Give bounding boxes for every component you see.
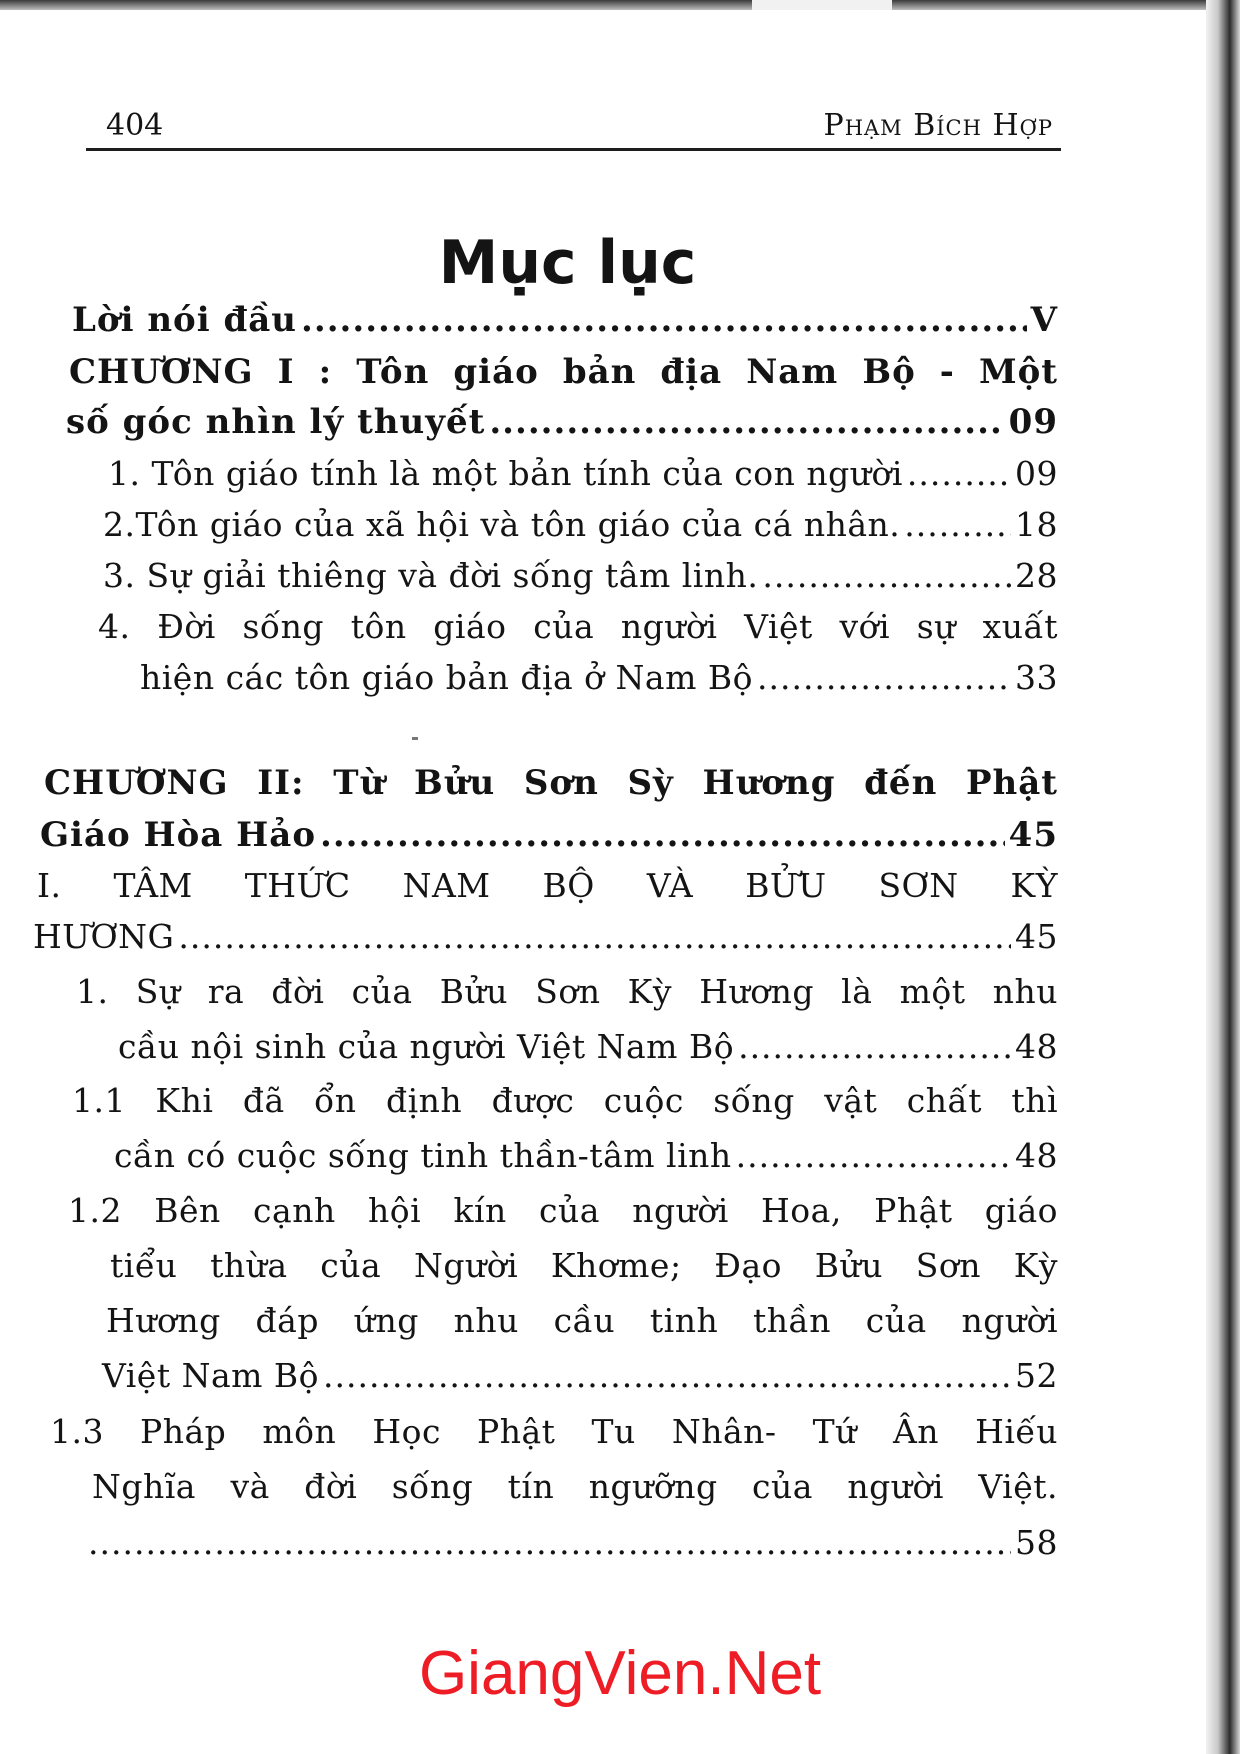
toc-entry-chuong-2 [44,763,1058,815]
toc-entry-text: cầu nội sinh của người Việt Nam Bộ [118,1027,735,1066]
author-name: Phạm Bích Hợp [823,108,1053,143]
toc-entry-text: 4. Đời sống tôn giáo của người Việt với sự xuất [98,607,1058,646]
toc-entry-chuong-2-cont [40,815,1058,867]
toc-leader-dots [757,658,1011,697]
toc-entry-text: 1. Tôn giáo tính là một bản tính của con người [108,454,903,493]
toc-entry-text: Giáo Hòa Hảo [40,815,316,855]
toc-entry-text: 1.2 Bên cạnh hội kín của người Hoa, Phật giáo [68,1191,1058,1230]
toc-entry-s1-1-1 [72,1081,1058,1133]
toc-entry-text: CHƯƠNG II: Từ Bửu Sơn Sỳ Hương đến Phật [44,763,1058,803]
toc-entry-text: Lời nói đầu [72,300,298,340]
toc-page-number: 45 [1008,815,1058,855]
toc-entry-text: CHƯƠNG I : Tôn giáo bản địa Nam Bộ - Một [69,352,1058,392]
toc-entry-1 [108,454,1058,506]
toc-entry-section-1-cont [33,917,1058,969]
toc-page-number: 33 [1015,658,1058,697]
toc-leader-dots [320,815,1005,855]
toc-leader-dots [762,556,1011,595]
toc-entry-s1-1-2-l2 [110,1246,1058,1298]
toc-entry-s1-1-1-cont [114,1136,1058,1188]
toc-entry-text: 1.1 Khi đã ổn định được cuộc sống vật chất thì [72,1081,1058,1120]
toc-leader-dots [178,917,1011,956]
toc-page-number: 58 [1015,1523,1058,1562]
toc-page-number: 18 [1015,505,1058,544]
toc-entry-text: Nghĩa và đời sống tín ngưỡng của người Việt. [92,1467,1058,1506]
watermark-logo: GiangVien.Net [418,1639,822,1708]
toc-entry-s1-1-cont [118,1027,1058,1079]
toc-title: Mục lục [438,228,697,298]
toc-entry-s1-1-3 [50,1412,1058,1464]
toc-leader-dots [736,1136,1011,1175]
toc-entry-text: 1.3 Pháp môn Học Phật Tu Nhân- Tứ Ân Hiếu [50,1412,1058,1451]
toc-leader-dots [907,454,1011,493]
toc-page-number: 52 [1015,1356,1058,1395]
toc-page-number: 45 [1015,917,1058,956]
toc-entry-s1-1 [76,972,1058,1024]
toc-page-number: 28 [1015,556,1058,595]
book-binding-edge [1206,0,1240,1754]
toc-leader-dots [738,1027,1011,1066]
toc-page-number: 09 [1008,402,1058,442]
toc-entry-text: hiện các tôn giáo bản địa ở Nam Bộ [140,658,753,697]
toc-entry-s1-1-2 [68,1191,1058,1243]
toc-entry-text: số góc nhìn lý thuyết [66,402,486,442]
toc-entry-text: 3. Sự giải thiêng và đời sống tâm linh. [103,556,759,595]
toc-entry-s1-1-3-l3 [88,1523,1058,1575]
toc-entry-section-1 [37,866,1058,918]
toc-entry-2 [103,505,1058,557]
toc-page-number: 48 [1015,1027,1058,1066]
toc-entry-loi-noi-dau [72,300,1058,352]
toc-entry-chuong-1 [69,352,1058,404]
toc-page-number: V [1030,300,1058,340]
toc-entry-text: Hương đáp ứng nhu cầu tinh thần của người [106,1301,1058,1340]
toc-entry-text: HƯƠNG [33,917,175,956]
toc-page-number: 09 [1015,454,1058,493]
toc-entry-text: cần có cuộc sống tinh thần-tâm linh [114,1136,732,1175]
toc-entry-4 [98,607,1058,659]
toc-entry-text: tiểu thừa của Người Khơme; Đạo Bửu Sơn Kỳ [110,1246,1058,1285]
toc-page-number: 48 [1015,1136,1058,1175]
toc-entry-s1-1-3-l2 [92,1467,1058,1519]
toc-entry-text: I. TÂM THỨC NAM BỘ VÀ BỬU SƠN KỲ [37,866,1058,905]
toc-entry-s1-1-2-l4 [102,1356,1058,1408]
page-number: 404 [106,108,164,143]
toc-entry-text: Việt Nam Bộ [102,1356,320,1395]
toc-entry-4-cont [140,658,1058,710]
toc-entry-s1-1-2-l3 [106,1301,1058,1353]
toc-entry-text: 2.Tôn giáo của xã hội và tôn giáo của cá nhân. [103,505,901,544]
toc-leader-dots [88,1523,1011,1562]
toc-leader-dots [904,505,1011,544]
toc-leader-dots [301,300,1027,340]
toc-entry-text: 1. Sự ra đời của Bửu Sơn Kỳ Hương là một nhu [76,972,1058,1011]
toc-leader-dots [323,1356,1011,1395]
toc-entry-3 [103,556,1058,608]
toc-entry-chuong-1-cont [66,402,1058,454]
ink-speck [412,737,418,740]
toc-leader-dots [489,402,1004,442]
